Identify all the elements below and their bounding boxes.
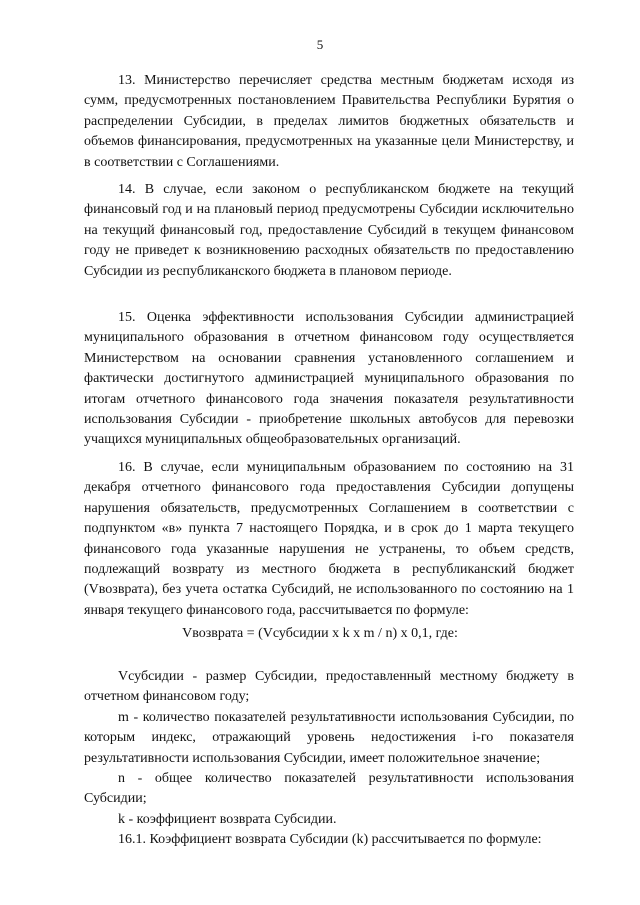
definition-m: m - количество показателей результативности использования Субсидии, по которым индекс, отражающий уровень недостижения i-го показателя результативности использования Субсидии, имеет положительное значение; [84,709,574,766]
paragraph-14-text: 14. В случае, если законом о республиканском бюджете на текущий финансовый год и на плановый период предусмотрены Субсидии исключительно на текущий финансовый год, предоставление Субсидий в текущем финансовом году не приведет к возникновению расходных обязательств по предоставлению Субсидии из республиканского бюджета в плановом периоде. [84,182,574,279]
paragraph-13 [84,71,574,173]
paragraph-15-text: 15. Оценка эффективности использования Субсидии администрацией муниципального образования в отчетном финансовом году осуществляется Министерством на основании сравнения установленного соглашением и фактически достигнутого администрацией муниципального образования по итогам отчетного финансового года значения показателя результативности использования Субсидии - приобретение школьных автобусов для перевозки учащихся муниципальных общеобразовательных организаций. [84,310,574,448]
paragraph-13-text: 13. Министерство перечисляет средства местным бюджетам исходя из сумм, предусмотренных постановлением Правительства Республики Бурятия о распределении Субсидии, в пределах лимитов бюджетных обязательств и объемов финансирования, предусмотренных на указанные цели Министерству, и в соответствии с Соглашениями. [84,73,574,170]
definition-n: n - общее количество показателей результативности использования Субсидии; [84,771,574,807]
page-number: 5 [316,37,324,52]
paragraph-16-text: 16. В случае, если муниципальным образованием по состоянию на 31 декабря отчетного финансового года предоставления Субсидии допущены нарушения обязательств, предусмотренных Соглашением в соответствии с подпунктом «в» пункта 7 настоящего Порядка, и в срок до 1 марта текущего финансового года указанные нарушения не устранены, то объем средств, подлежащий возврату из местного бюджета в республиканский бюджет (Vвозврата), без учета остатка Субсидий, не использованного по состоянию на 1 января текущего финансового года, рассчитывается по формуле: [84,460,574,618]
paragraph-16 [84,458,574,621]
paragraph-16-1-text: 16.1. Коэффициент возврата Субсидии (k) рассчитывается по формуле: [118,832,542,848]
return-formula: Vвозврата = (Vсубсидии x k x m / n) x 0,1, где: [182,626,458,641]
paragraph-14 [84,180,574,282]
definition-v-subsidy: Vсубсидии - размер Субсидии, предоставленный местному бюджету в отчетном финансовом году; [84,669,574,705]
paragraph-15 [84,308,574,451]
definition-k: k - коэффициент возврата Субсидии. [118,811,337,827]
definitions [84,667,574,851]
